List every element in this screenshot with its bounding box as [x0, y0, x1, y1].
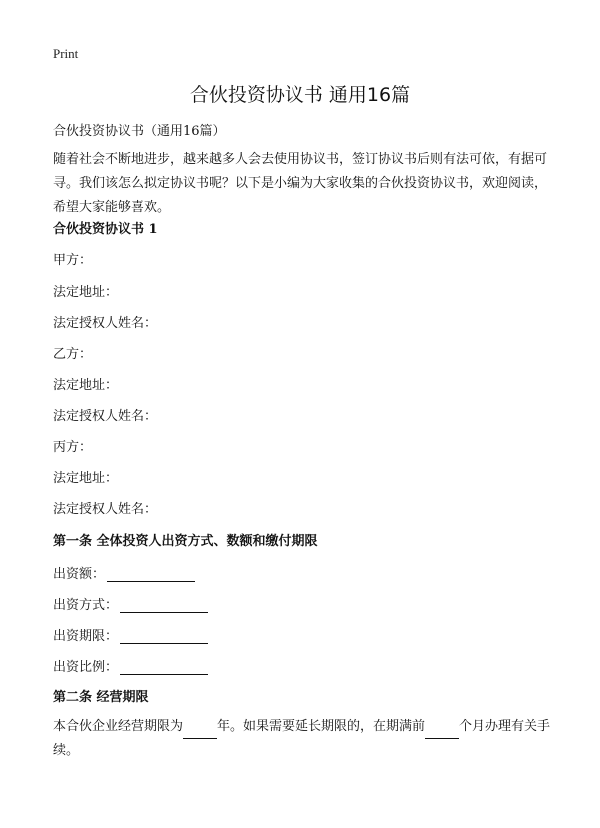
capital-term-blank: [120, 629, 208, 644]
party-c-label: 丙方：: [53, 440, 93, 455]
capital-amount-blank: [107, 567, 195, 582]
capital-amount-field: [53, 563, 195, 582]
party-c-representative: 法定授权人姓名：: [53, 502, 158, 517]
article-2-paragraph: [53, 715, 553, 763]
capital-term-field: [53, 625, 208, 644]
section-heading-1: 合伙投资协议书 1: [53, 222, 158, 237]
capital-method-label: 出资方式：: [53, 598, 119, 613]
article-1-heading: 第一条 全体投资人出资方式、数额和缴付期限: [53, 534, 318, 549]
party-a-address: 法定地址：: [53, 285, 119, 300]
party-a-representative: 法定授权人姓名：: [53, 316, 158, 331]
document-subtitle: 合伙投资协议书（通用16篇）: [53, 124, 226, 139]
print-link[interactable]: Print: [53, 46, 79, 61]
capital-method-blank: [120, 598, 208, 613]
months-before-blank: [425, 724, 459, 739]
term-years-blank: [183, 724, 217, 739]
capital-amount-label: 出资额：: [53, 567, 106, 582]
article-2-heading: 第二条 经营期限: [53, 690, 149, 705]
party-c-address: 法定地址：: [53, 471, 119, 486]
party-b-label: 乙方：: [53, 347, 93, 362]
capital-ratio-blank: [120, 660, 208, 675]
party-b-representative: 法定授权人姓名：: [53, 409, 158, 424]
party-a-label: 甲方：: [53, 253, 93, 268]
page-title: 合伙投资协议书 通用16篇: [189, 84, 411, 106]
capital-method-field: [53, 594, 208, 613]
capital-term-label: 出资期限：: [53, 629, 119, 644]
article-2-text-a: 本合伙企业经营期限为: [53, 719, 184, 734]
capital-ratio-label: 出资比例：: [53, 660, 119, 675]
party-b-address: 法定地址：: [53, 378, 119, 393]
article-2-text-b: 年。如果需要延长期限的，在期满前: [217, 719, 426, 734]
intro-paragraph: 随着社会不断地进步，越来越多人会去使用协议书，签订协议书后则有法可依，有据可寻。我们该怎么拟定协议书呢？以下是小编为大家收集的合伙投资协议书，欢迎阅读，希望大家能够喜欢。: [53, 152, 548, 215]
article-2-text-c: 个月办理有关手续。: [53, 719, 551, 758]
capital-ratio-field: [53, 656, 208, 675]
